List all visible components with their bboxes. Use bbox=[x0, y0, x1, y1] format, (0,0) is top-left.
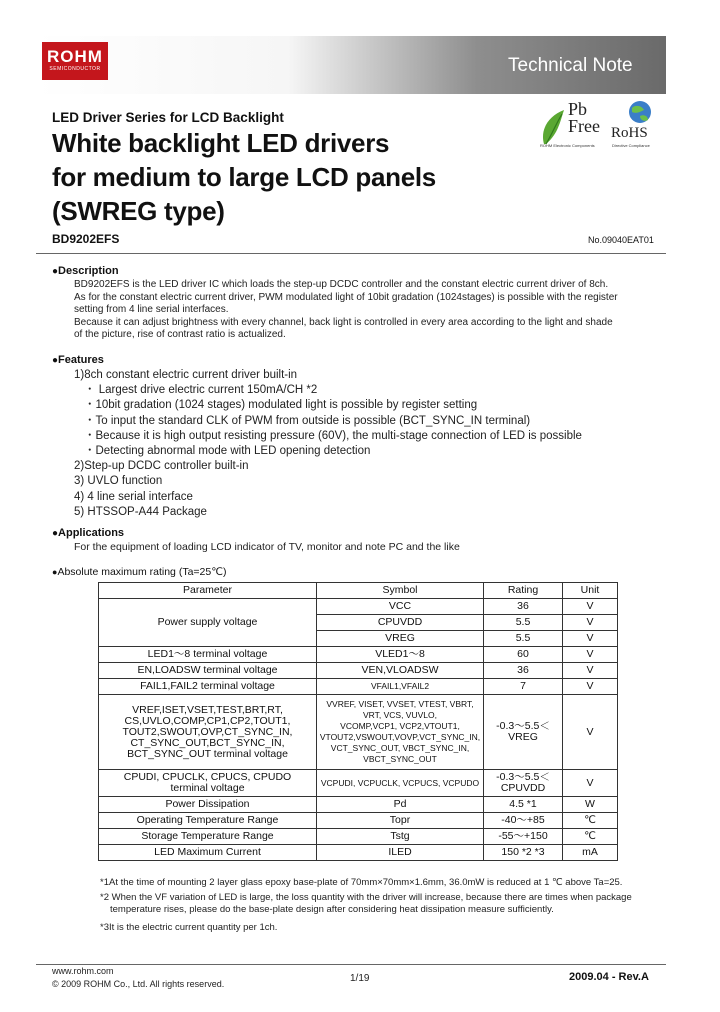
table-cell: VEN,VLOADSW bbox=[317, 663, 484, 679]
table-cell: 60 bbox=[484, 647, 563, 663]
list-item: 3) UVLO function bbox=[74, 475, 163, 488]
page-title: White backlight LED drivers for medium to large LCD panels (SWREG type) bbox=[52, 128, 436, 226]
table-cell: Topr bbox=[317, 813, 484, 829]
table-cell: VFAIL1,VFAIL2 bbox=[317, 679, 484, 695]
table-cell: V bbox=[563, 695, 618, 770]
features-list bbox=[74, 368, 582, 520]
table-row bbox=[99, 829, 618, 845]
table-row bbox=[99, 797, 618, 813]
table-cell: LED Maximum Current bbox=[99, 845, 317, 861]
list-item: ・Because it is high output resisting pressure (60V), the multi-stage connection of LED is possible bbox=[84, 429, 582, 442]
table-cell: 36 bbox=[484, 599, 563, 615]
table-cell: V bbox=[563, 770, 618, 797]
header-divider bbox=[36, 253, 666, 254]
applications-heading: ●Applications bbox=[52, 527, 125, 539]
page-number: 1/19 bbox=[350, 973, 370, 984]
table-cell: EN,LOADSW terminal voltage bbox=[99, 663, 317, 679]
table-cell: -55～+150 bbox=[484, 829, 563, 845]
table-cell: VREF,ISET,VSET,TEST,BRT,RT, CS,UVLO,COMP,CP1,CP2,TOUT1, TOUT2,SWOUT,OVP,CT_SYNC_IN, CT_SYNC_OUT,BCT_SYNC_IN, BCT_SYNC_OUT terminal voltage bbox=[99, 695, 317, 770]
table-row bbox=[99, 695, 618, 770]
table-cell: mA bbox=[563, 845, 618, 861]
bullet-icon: ● bbox=[52, 355, 59, 366]
rohs-sub: Directive Compliance bbox=[612, 143, 650, 148]
table-cell: ℃ bbox=[563, 813, 618, 829]
table-header-row bbox=[99, 583, 618, 599]
description-text: BD9202EFS is the LED driver IC which loads the step-up DCDC controller and the constant electric current driver of 8ch. As for the constant electric current driver, PWM modulated light of 10bit gradation (1024stages) is possible with the register setting from 4 line serial interfaces. Because it can adjust brightness with every channel, back light is controlled in every area according to the light and shade of the picture, rise of contrast ratio is actualized. bbox=[74, 279, 618, 340]
bullet-icon: ● bbox=[52, 567, 58, 577]
table-cell: FAIL1,FAIL2 terminal voltage bbox=[99, 679, 317, 695]
table-cell: -0.3～5.5＜ VREG bbox=[484, 695, 563, 770]
abs-max-heading: ●Absolute maximum rating (Ta=25℃) bbox=[52, 566, 227, 578]
abs-max-table bbox=[98, 582, 618, 861]
part-number: BD9202EFS bbox=[52, 232, 120, 246]
rohm-logo: ROHM SEMICONDUCTOR bbox=[42, 42, 108, 80]
features-heading: ●Features bbox=[52, 354, 104, 366]
table-row bbox=[99, 663, 618, 679]
list-item: 4) 4 line serial interface bbox=[74, 490, 193, 503]
table-cell: VVREF, VISET, VVSET, VTEST, VBRT, VRT, VCS, VUVLO, VCOMP,VCP1, VCP2,VTOUT1, VTOUT2,VSWOUT,VOVP,VCT_SYNC_IN, VCT_SYNC_OUT, VBCT_SYNC_IN, VBCT_SYNC_OUT bbox=[317, 695, 484, 770]
list-item: 5) HTSSOP-A44 Package bbox=[74, 505, 207, 518]
footer-url[interactable]: www.rohm.com bbox=[52, 966, 114, 976]
footer-divider bbox=[36, 964, 666, 965]
table-row bbox=[99, 845, 618, 861]
table-header-cell: Symbol bbox=[317, 583, 484, 599]
bullet-icon: ● bbox=[52, 528, 59, 539]
table-cell: 5.5 bbox=[484, 615, 563, 631]
table-cell: 36 bbox=[484, 663, 563, 679]
note-1: *1At the time of mounting 2 layer glass epoxy base-plate of 70mm×70mm×1.6mm, 36.0mW is reduced at 1 ℃ above Ta=25. bbox=[100, 877, 623, 888]
list-item: 2)Step-up DCDC controller built-in bbox=[74, 460, 249, 473]
table-row bbox=[99, 770, 618, 797]
list-item: ・To input the standard CLK of PWM from outside is possible (BCT_SYNC_IN terminal) bbox=[84, 414, 531, 427]
table-cell: 4.5 *1 bbox=[484, 797, 563, 813]
table-cell: LED1～8 terminal voltage bbox=[99, 647, 317, 663]
doc-number: No.09040EAT01 bbox=[588, 235, 654, 245]
table-cell: CPUVDD bbox=[317, 615, 484, 631]
pb-free-label: Pb Free bbox=[568, 99, 600, 136]
table-cell: V bbox=[563, 663, 618, 679]
note-3: *3It is the electric current quantity per 1ch. bbox=[100, 922, 278, 933]
bullet-icon: ● bbox=[52, 266, 59, 277]
list-item: ・Detecting abnormal mode with LED opening detection bbox=[84, 445, 371, 458]
table-header-cell: Rating bbox=[484, 583, 563, 599]
table-cell: V bbox=[563, 615, 618, 631]
table-cell: -0.3～5.5＜ CPUVDD bbox=[484, 770, 563, 797]
table-cell: Operating Temperature Range bbox=[99, 813, 317, 829]
list-item: ・10bit gradation (1024 stages) modulated light is possible by register setting bbox=[84, 399, 478, 412]
table-cell: V bbox=[563, 631, 618, 647]
doc-type-title: Technical Note bbox=[508, 55, 633, 76]
date-revision: 2009.04 - Rev.A bbox=[569, 971, 649, 983]
table-cell: 5.5 bbox=[484, 631, 563, 647]
list-item: ・ Largest drive electric current 150mA/CH *2 bbox=[84, 384, 318, 397]
table-row bbox=[99, 679, 618, 695]
table-cell: VCPUDI, VCPUCLK, VCPUCS, VCPUDO bbox=[317, 770, 484, 797]
table-cell: VREG bbox=[317, 631, 484, 647]
table-header-cell: Unit bbox=[563, 583, 618, 599]
table-cell: -40～+85 bbox=[484, 813, 563, 829]
table-cell: W bbox=[563, 797, 618, 813]
table-cell: V bbox=[563, 599, 618, 615]
series-label: LED Driver Series for LCD Backlight bbox=[52, 110, 284, 125]
table-row bbox=[99, 647, 618, 663]
table-header-cell: Parameter bbox=[99, 583, 317, 599]
table-cell: CPUDI, CPUCLK, CPUCS, CPUDO terminal voltage bbox=[99, 770, 317, 797]
note-2: *2 When the VF variation of LED is large, the loss quantity with the driver will increase, because there are times when package temperature rises, please do the base-plate design after considering heat dissipation measure sufficiently. bbox=[100, 892, 632, 915]
table-cell: 7 bbox=[484, 679, 563, 695]
rohs-label: RoHS bbox=[611, 125, 648, 141]
table-cell: ℃ bbox=[563, 829, 618, 845]
description-heading: ●Description bbox=[52, 265, 119, 277]
applications-text: For the equipment of loading LCD indicator of TV, monitor and note PC and the like bbox=[74, 541, 460, 553]
footer-copyright: © 2009 ROHM Co., Ltd. All rights reserved. bbox=[52, 979, 225, 989]
table-row bbox=[99, 599, 618, 615]
table-cell: 150 *2 *3 bbox=[484, 845, 563, 861]
table-cell: Pd bbox=[317, 797, 484, 813]
table-cell: VCC bbox=[317, 599, 484, 615]
table-cell: Power supply voltage bbox=[99, 599, 317, 647]
table-cell: Tstg bbox=[317, 829, 484, 845]
table-cell: Storage Temperature Range bbox=[99, 829, 317, 845]
pb-free-sub: ROHM Electronic Components bbox=[540, 143, 595, 148]
list-item: 1)8ch constant electric current driver built-in bbox=[74, 369, 298, 381]
table-cell: VLED1～8 bbox=[317, 647, 484, 663]
table-cell: ILED bbox=[317, 845, 484, 861]
table-cell: V bbox=[563, 647, 618, 663]
table-cell: Power Dissipation bbox=[99, 797, 317, 813]
table-row bbox=[99, 813, 618, 829]
table-cell: V bbox=[563, 679, 618, 695]
